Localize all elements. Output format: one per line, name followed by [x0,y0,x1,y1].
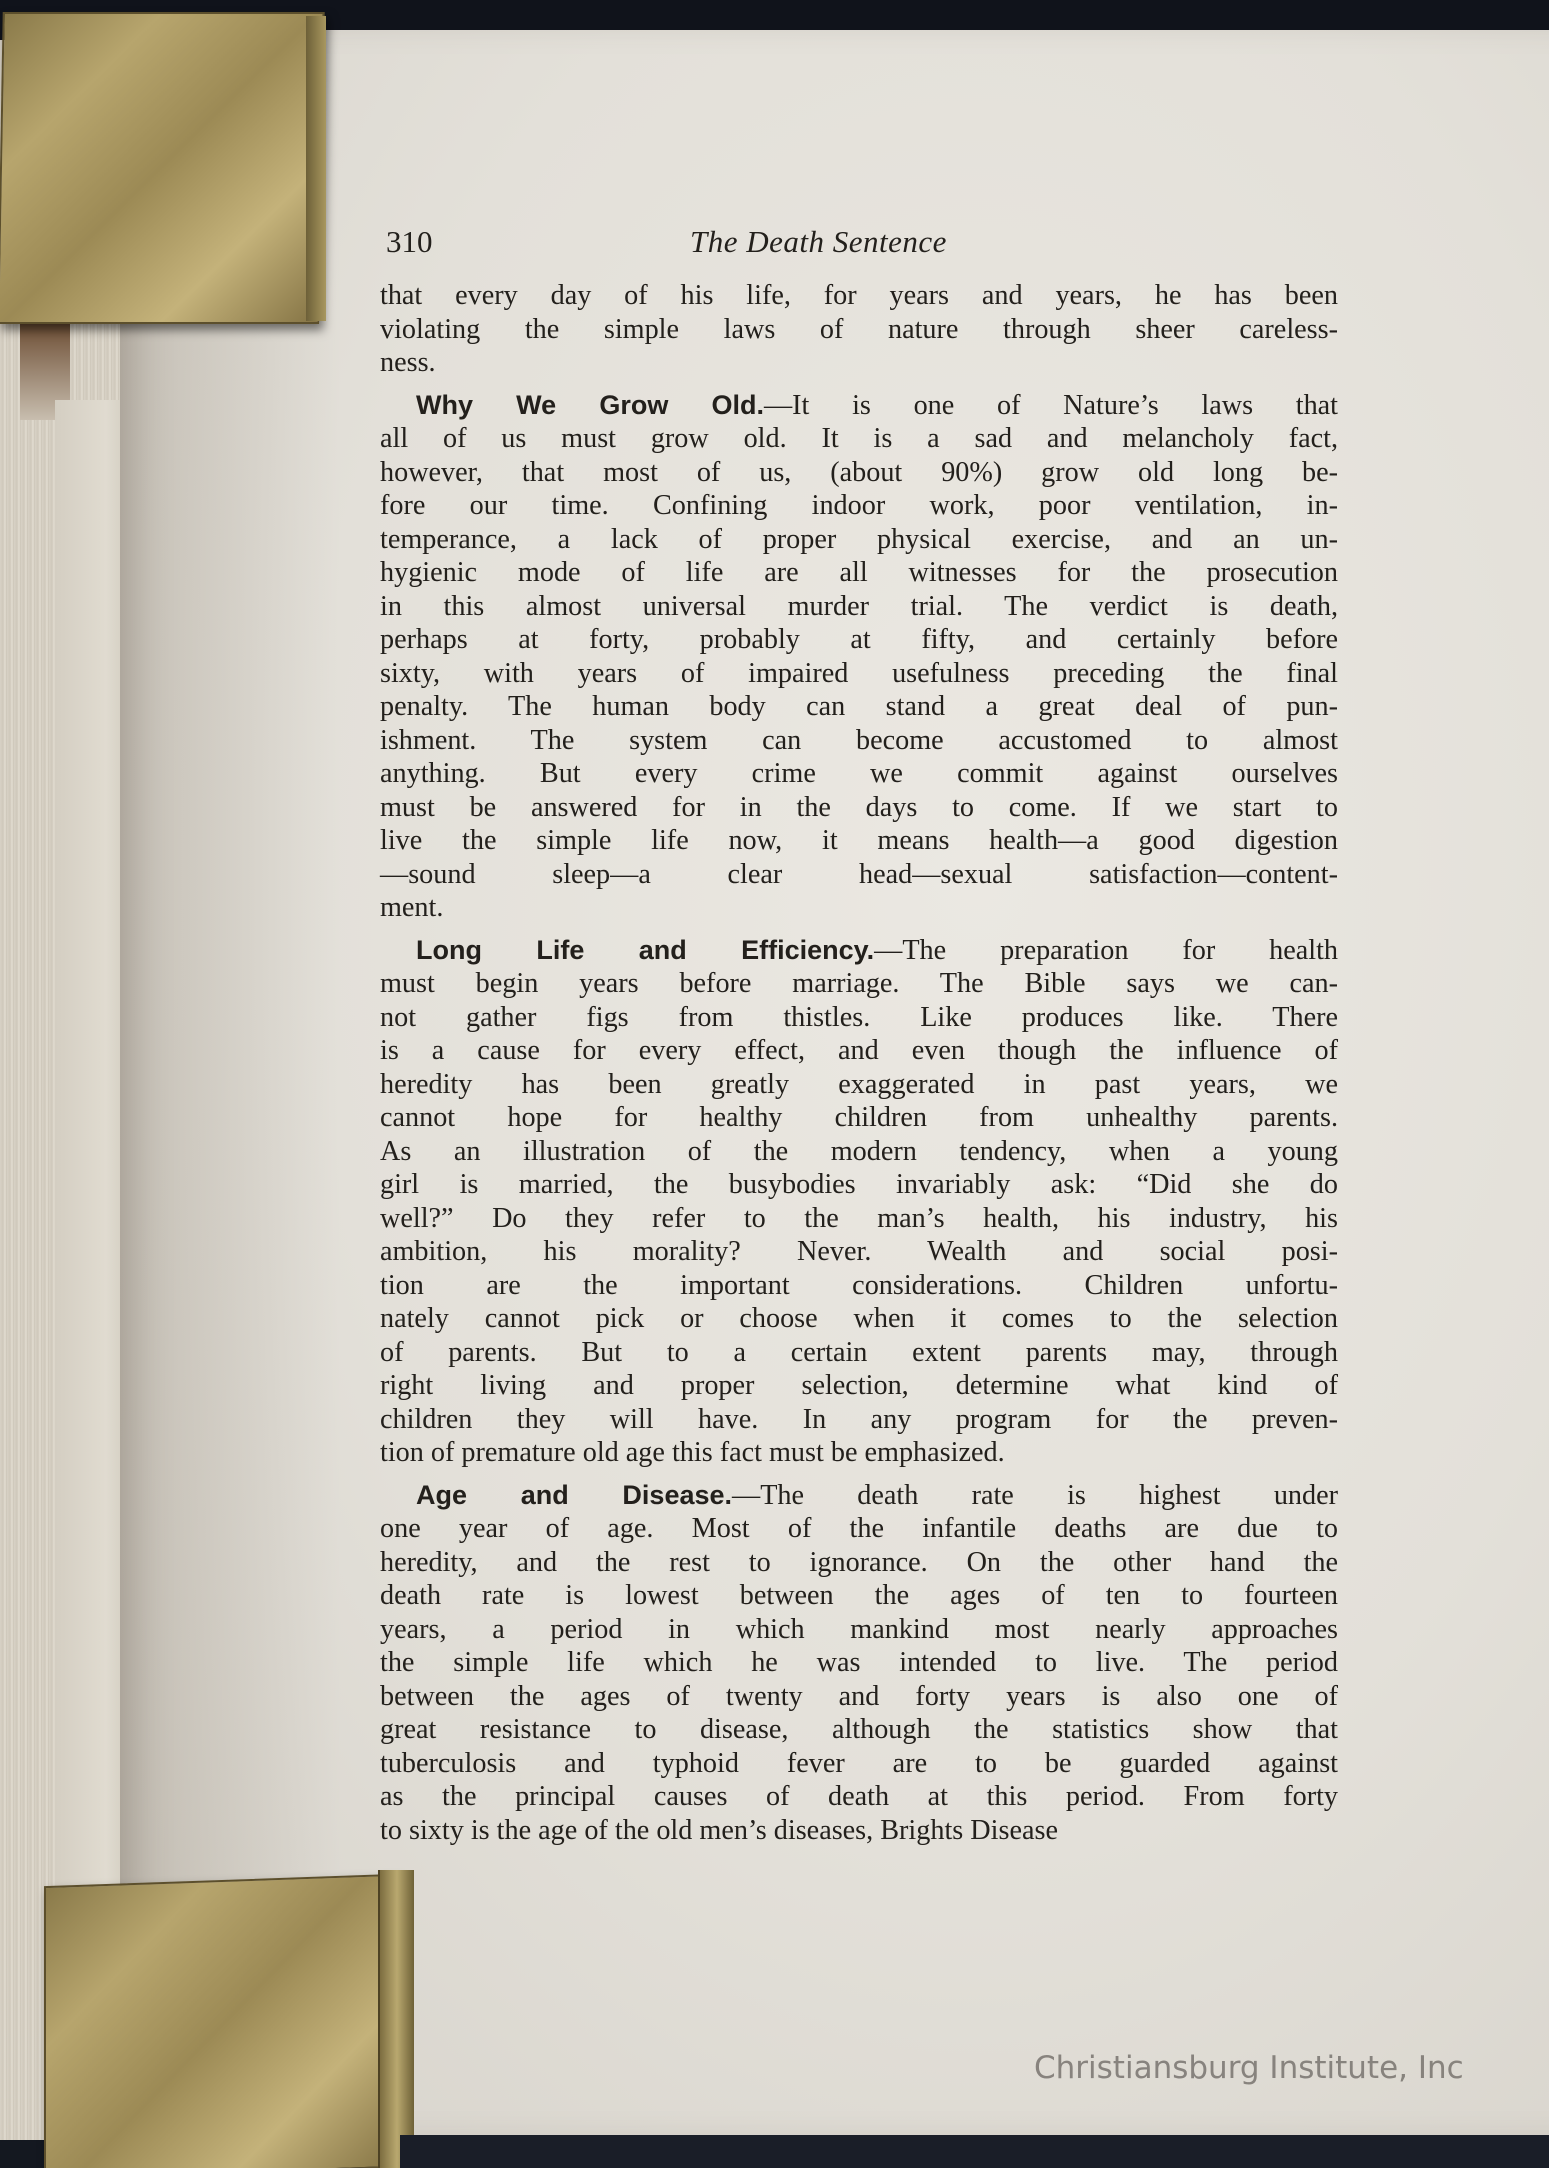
text-line [380,556,1338,590]
line-text: great resistance to disease, although the statistics show that [380,1714,1338,1745]
section-heading: Why We Grow Old. [416,389,764,420]
text-line [380,1001,1338,1035]
text-line [380,1034,1338,1068]
line-text: not gather figs from thistles. Like produces like. There [380,1001,1338,1033]
text-line [380,690,1338,724]
line-text: ment. [380,892,444,923]
metal-clip-bottom [44,1874,398,2168]
text-line [380,1068,1338,1102]
page-number: 310 [386,224,433,259]
text-line [380,1101,1338,1135]
text-line [380,1713,1338,1747]
paragraph [380,279,1338,380]
text-line [380,523,1338,557]
line-text: to sixty is the age of the old men’s diseases, Brights Disease [380,1814,1058,1846]
line-text: must begin years before marriage. The Bible says we can- [380,968,1338,999]
text-line [380,489,1338,523]
text-line [380,1646,1338,1680]
line-text: perhaps at forty, probably at fifty, and certainly before [380,624,1338,655]
running-head [380,225,1338,265]
text-line [380,1512,1338,1546]
text-line [380,1135,1338,1169]
paragraph [380,934,1338,1470]
line-text: girl is married, the busybodies invariably ask: “Did she do [380,1169,1338,1200]
line-text: must be answered for in the days to come. If we start to [380,791,1338,823]
text-line [380,724,1338,758]
line-text: however, that most of us, (about 90%) grow old long be- [380,456,1338,488]
text-line [380,934,1338,968]
text-line [380,1680,1338,1714]
metal-clip-top [0,12,325,324]
line-text: —The death rate is highest under [732,1479,1338,1511]
text-line [380,1235,1338,1269]
section-heading: Long Life and Efficiency. [416,934,875,965]
text-line [380,967,1338,1001]
watermark: Christiansburg Institute, Inc [1034,2050,1464,2086]
line-text: death rate is lowest between the ages of ten to fourteen [380,1580,1338,1611]
text-line [380,1613,1338,1647]
text-line [380,623,1338,657]
line-text: penalty. The human body can stand a great deal of pun- [380,691,1338,722]
line-text: anything. But every crime we commit against ourselves [380,758,1338,789]
line-text: violating the simple laws of nature through sheer careless- [380,313,1338,345]
line-text: one year of age. Most of the infantile deaths are due to [380,1513,1338,1544]
body-paragraphs [380,279,1338,1847]
paragraph [380,389,1338,925]
line-text: between the ages of twenty and forty years is also one of [380,1680,1338,1712]
line-text: tion are the important considerations. Children unfortu- [380,1269,1338,1301]
text-line [380,1436,1338,1470]
line-text: in this almost universal murder trial. The verdict is death, [380,590,1338,622]
text-line [380,1336,1338,1370]
text-line [380,1747,1338,1781]
text-line [380,791,1338,825]
line-text: well?” Do they refer to the man’s health, his industry, his [380,1202,1338,1234]
line-text: heredity has been greatly exaggerated in past years, we [380,1068,1338,1100]
line-text: As an illustration of the modern tendency, when a young [380,1135,1338,1167]
text-line [380,1403,1338,1437]
line-text: all of us must grow old. It is a sad and melancholy fact, [380,423,1338,454]
line-text: fore our time. Confining indoor work, poor ventilation, in- [380,490,1338,521]
text-line [380,422,1338,456]
line-text: sixty, with years of impaired usefulness preceding the final [380,657,1338,689]
line-text: that every day of his life, for years and years, he has been [380,280,1338,311]
text-line [380,389,1338,423]
gutter-shadow [120,30,340,2135]
line-text: —The preparation for health [874,934,1339,966]
text-line [380,757,1338,791]
line-text: as the principal causes of death at this period. From forty [380,1781,1338,1812]
text-line [380,1302,1338,1336]
line-text: the simple life which he was intended to live. The period [380,1647,1338,1678]
line-text: heredity, and the rest to ignorance. On the other hand the [380,1546,1338,1578]
section-heading: Age and Disease. [416,1479,733,1510]
line-text: years, a period in which mankind most nearly approaches [380,1613,1338,1645]
line-text: children they will have. In any program for the preven- [380,1403,1338,1435]
text-line [380,346,1338,380]
text-line [380,824,1338,858]
line-text: temperance, a lack of proper physical exercise, and an un- [380,523,1338,555]
line-text: is a cause for every effect, and even though the influence of [380,1035,1338,1066]
text-line [380,858,1338,892]
line-text: hygienic mode of life are all witnesses for the prosecution [380,557,1338,588]
text-line [380,1202,1338,1236]
running-title: The Death Sentence [690,224,947,259]
background-bottom [400,2135,1549,2168]
metal-clip-bottom-side [378,1870,414,2168]
text-line [380,313,1338,347]
text-line [380,456,1338,490]
line-text: of parents. But to a certain extent parents may, through [380,1336,1338,1368]
text-line [380,1269,1338,1303]
text-line [380,279,1338,313]
line-text: —It is one of Nature’s laws that [763,389,1339,421]
text-line [380,1168,1338,1202]
line-text: tion of premature old age this fact must be emphasized. [380,1437,1005,1468]
line-text: right living and proper selection, determine what kind of [380,1370,1338,1401]
page-text [380,225,1338,1856]
line-text: ness. [380,347,436,378]
text-line [380,1546,1338,1580]
text-line [380,1814,1338,1848]
text-line [380,1369,1338,1403]
line-text: cannot hope for healthy children from unhealthy parents. [380,1102,1338,1133]
text-line [380,590,1338,624]
paragraph [380,1479,1338,1848]
line-text: ishment. The system can become accustomed to almost [380,724,1338,756]
line-text: nately cannot pick or choose when it comes to the selection [380,1303,1338,1334]
text-line [380,1579,1338,1613]
text-line [380,1479,1338,1513]
text-line [380,891,1338,925]
text-line [380,657,1338,691]
line-text: live the simple life now, it means health—a good digestion [380,825,1338,856]
text-line [380,1780,1338,1814]
metal-clip-top-side [306,16,326,321]
line-text: ambition, his morality? Never. Wealth and social posi- [380,1236,1338,1267]
line-text: —sound sleep—a clear head—sexual satisfaction—content- [380,858,1338,890]
line-text: tuberculosis and typhoid fever are to be guarded against [380,1747,1338,1779]
